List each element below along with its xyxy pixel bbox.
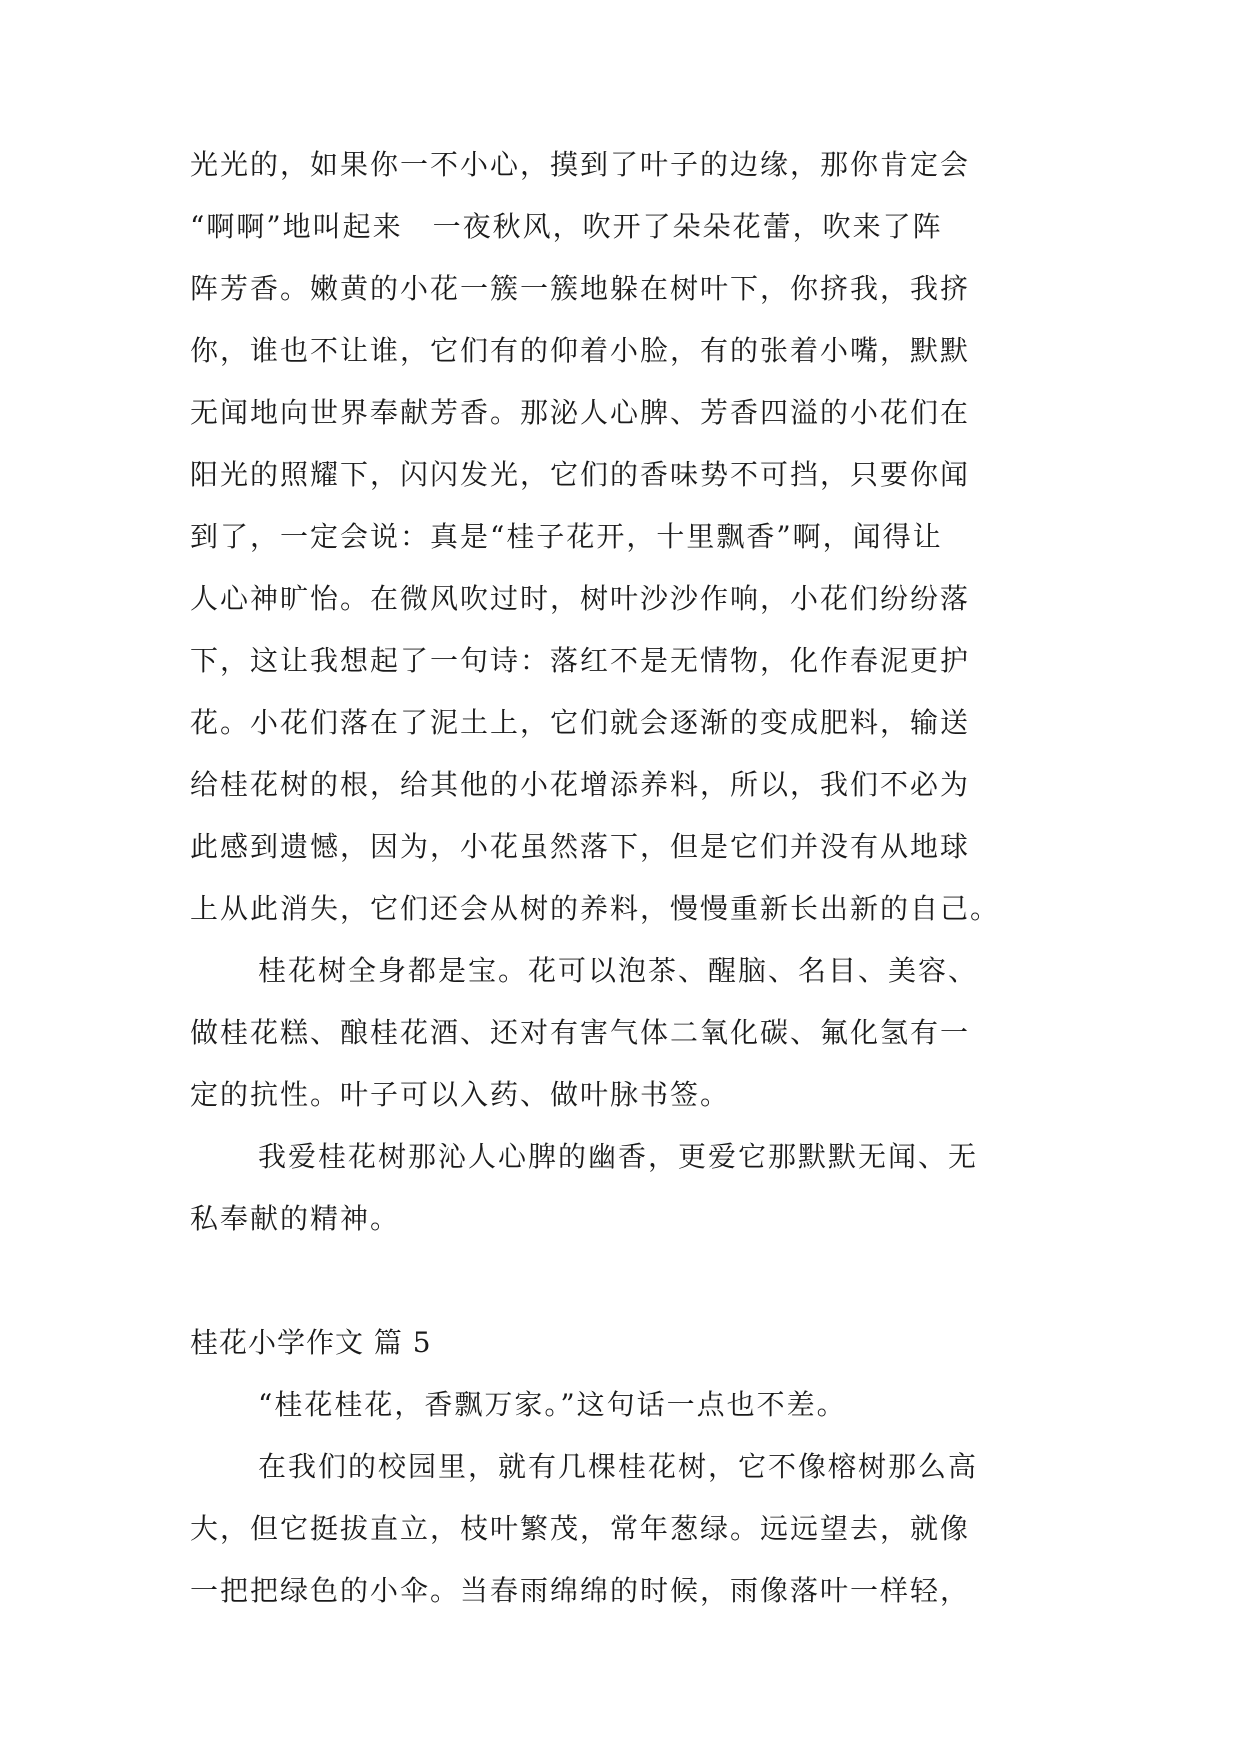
paragraph-5: [190, 1436, 1060, 1622]
section-title: 桂花小学作文 篇 5: [190, 1326, 432, 1359]
text-line: 你，谁也不让谁，它们有的仰着小脸，有的张着小嘴，默默: [190, 334, 971, 367]
text-line: 一把把绿色的小伞。当春雨绵绵的时候，雨像落叶一样轻，: [190, 1574, 971, 1607]
text-line: 此感到遗憾，因为，小花虽然落下，但是它们并没有从地球: [190, 830, 971, 863]
text-line: 在我们的校园里，就有几棵桂花树，它不像榕树那么高: [258, 1450, 979, 1483]
text-line: 无闻地向世界奉献芳香。那泌人心脾、芳香四溢的小花们在: [190, 396, 971, 429]
text-line: 上从此消失，它们还会从树的养料，慢慢重新长出新的自己。: [190, 892, 1001, 925]
text-line: 私奉献的精神。: [190, 1202, 401, 1235]
paragraph-3: [190, 1126, 1060, 1250]
paragraph-1: [190, 134, 1060, 940]
section-heading: [190, 1312, 1060, 1374]
text-line: 阵芳香。嫩黄的小花一簇一簇地躲在树叶下，你挤我，我挤: [190, 272, 971, 305]
paragraph-2: [190, 940, 1060, 1126]
section-spacer: [190, 1250, 1060, 1312]
text-line: 做桂花糕、酿桂花酒、还对有害气体二氧化碳、氟化氢有一: [190, 1016, 971, 1049]
text-line: 光光的，如果你一不小心，摸到了叶子的边缘，那你肯定会: [190, 148, 971, 181]
paragraph-4: [190, 1374, 1060, 1436]
text-line: 到了，一定会说：真是“桂子花开，十里飘香”啊，闻得让: [190, 520, 943, 553]
text-line: 人心神旷怡。在微风吹过时，树叶沙沙作响，小花们纷纷落: [190, 582, 971, 615]
text-line: 给桂花树的根，给其他的小花增添养料，所以，我们不必为: [190, 768, 971, 801]
text-line: 大，但它挺拔直立，枝叶繁茂，常年葱绿。远远望去，就像: [190, 1512, 971, 1545]
text-line: 阳光的照耀下，闪闪发光，它们的香味势不可挡，只要你闻: [190, 458, 971, 491]
text-line: 我爱桂花树那沁人心脾的幽香，更爱它那默默无闻、无: [258, 1140, 979, 1173]
text-line: 花。小花们落在了泥土上，它们就会逐渐的变成肥料，输送: [190, 706, 971, 739]
text-line: 桂花树全身都是宝。花可以泡茶、醒脑、名目、美容、: [258, 954, 979, 987]
text-line: 下，这让我想起了一句诗：落红不是无情物，化作春泥更护: [190, 644, 971, 677]
text-line: “啊啊”地叫起来 一夜秋风，吹开了朵朵花蕾，吹来了阵: [190, 210, 943, 243]
text-line: 定的抗性。叶子可以入药、做叶脉书签。: [190, 1078, 731, 1111]
text-line: “桂花桂花，香飘万家。”这句话一点也不差。: [258, 1388, 847, 1421]
essay-body: [190, 134, 1060, 1622]
